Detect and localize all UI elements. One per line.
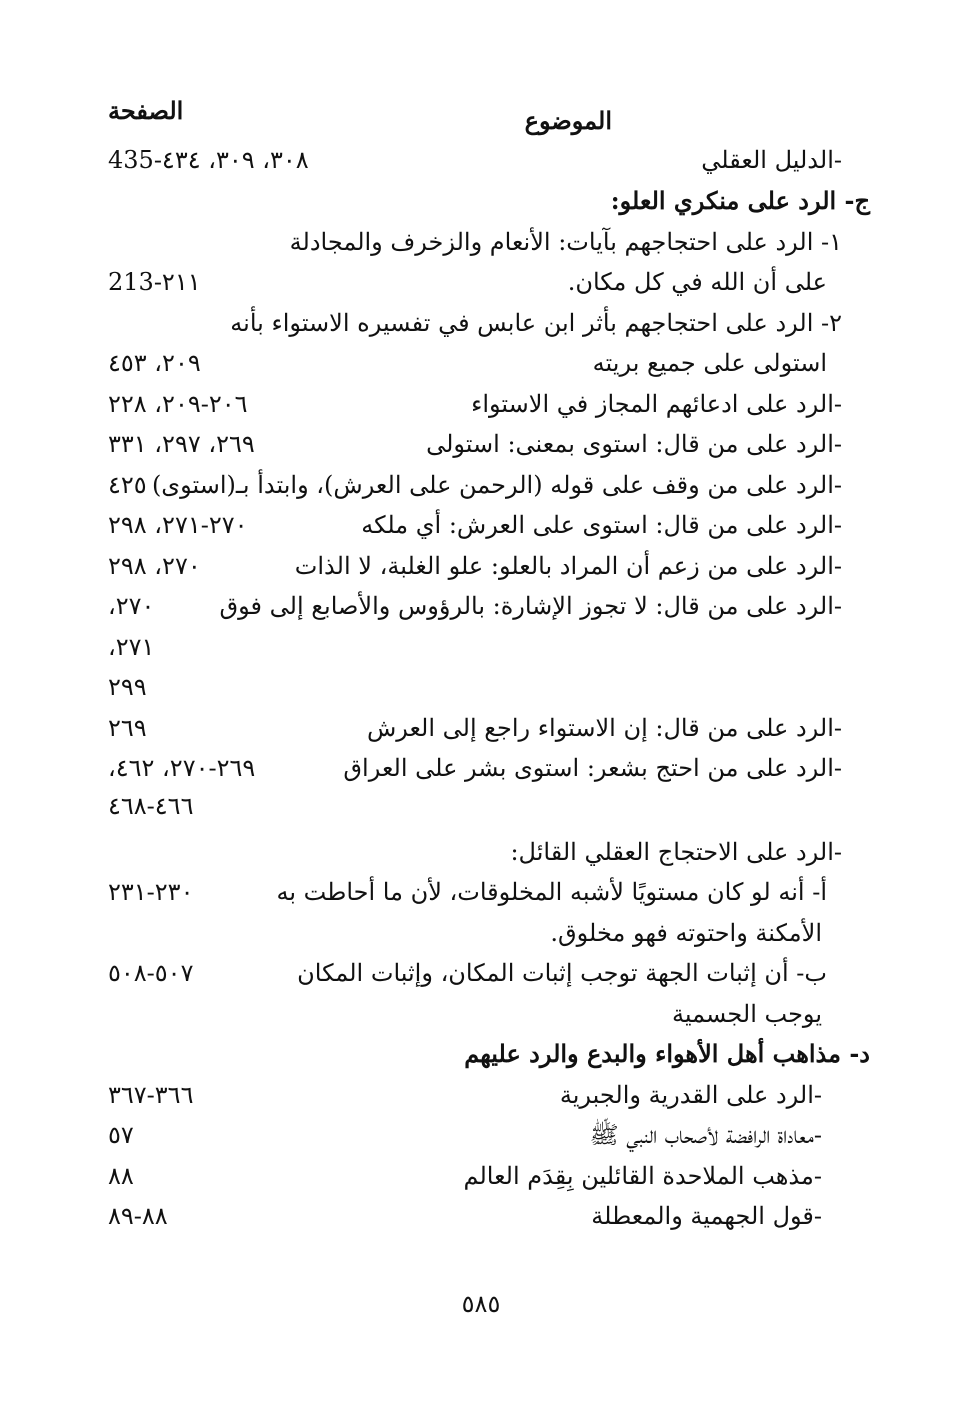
index-pages: ٤٢٥	[108, 471, 147, 499]
page-number: ٥٨٥	[461, 1290, 501, 1318]
index-row	[0, 1075, 962, 1115]
index-topic: -معاداة الرافضة لأصحاب النبي ﷺ	[589, 1121, 822, 1149]
index-row	[0, 262, 962, 302]
index-pages: ٢٩٩	[108, 673, 147, 701]
index-topic: -الرد على ادعائهم المجاز في الاستواء	[471, 390, 842, 418]
index-pages: ٨٨-٨٩	[108, 1202, 168, 1230]
index-row	[0, 140, 962, 180]
index-pages: ٥٧	[108, 1121, 134, 1149]
index-row	[0, 667, 962, 707]
index-topic: استولى على جميع بريته	[592, 349, 827, 377]
index-row	[0, 1034, 962, 1074]
index-topic: أ- أنه لو كان مستويًا لأشبه المخلوقات، لأن ما أحاطت به	[276, 878, 827, 906]
index-topic: -الرد على من زعم أن المراد بالعلو: علو الغلبة، لا الذات	[294, 552, 842, 580]
index-pages: ٤٦٦-٤٦٨	[108, 792, 194, 820]
index-topic: الأمكنة واحتوته فهو مخلوق.	[550, 919, 822, 947]
index-pages: ٢٧٠-٢٧١، ٢٩٨	[108, 511, 248, 539]
index-topic: -قول الجهمية والمعطلة	[591, 1202, 822, 1230]
index-row	[0, 913, 962, 953]
index-topic: -الرد على من قال: استوى على العرش: أي ملكه	[361, 511, 842, 539]
index-pages: ٢٠٩، ٤٥٣	[108, 349, 201, 377]
index-row	[0, 222, 962, 262]
index-topic: ج- الرد على منكري العلو:	[610, 186, 870, 215]
index-row	[0, 708, 962, 748]
index-topic: ١- الرد على احتجاجهم بآيات: الأنعام والزخرف والمجادلة	[289, 228, 842, 256]
index-topic: -الرد على من قال: إن الاستواء راجع إلى العرش	[366, 714, 842, 742]
index-row	[0, 505, 962, 545]
index-topic: -الرد على من قال: لا تجوز الإشارة: بالرؤوس والأصابع إلى فوق	[219, 592, 842, 620]
index-topic: -الرد على القدرية والجبرية	[559, 1081, 822, 1109]
index-pages: ٨٨	[108, 1162, 134, 1190]
index-row	[0, 181, 962, 221]
index-topic: -مذهب الملاحدة القائلين بِقِدَم العالم	[463, 1162, 822, 1190]
index-row	[0, 343, 962, 383]
index-topic: ٢- الرد على احتجاجهم بأثر ابن عابس في تفسيره الاستواء بأنه	[230, 309, 842, 337]
column-header-topic: الموضوع	[524, 106, 612, 135]
index-row	[0, 465, 962, 505]
index-row	[0, 546, 962, 586]
index-row	[0, 832, 962, 872]
index-row	[0, 424, 962, 464]
index-pages: ٢٧٠، ٢٩٨	[108, 552, 201, 580]
index-topic: -الدليل العقلي	[701, 146, 842, 174]
index-topic: -الرد على من وقف على قوله (الرحمن على العرش)، وابتدأ بـ(استوى)	[151, 471, 842, 499]
index-pages: ٢٦٩	[108, 714, 147, 742]
index-pages: ٢٧٠،	[108, 592, 155, 620]
index-topic: -الرد على الاحتجاج العقلي القائل:	[510, 838, 842, 866]
index-pages: ٢٧١،	[108, 633, 155, 661]
index-topic: يوجب الجسمية	[672, 1000, 822, 1028]
index-topic: د- مذاهب أهل الأهواء والبدع والرد عليهم	[464, 1039, 870, 1068]
index-pages: ٣٦٦-٣٦٧	[108, 1081, 194, 1109]
index-row	[0, 786, 962, 826]
index-row	[0, 953, 962, 993]
index-row	[0, 384, 962, 424]
index-row	[0, 303, 962, 343]
index-row	[0, 872, 962, 912]
index-pages: ٥٠٧-٥٠٨	[108, 959, 194, 987]
index-topic: -الرد على من قال: استوى بمعنى: استولى	[426, 430, 842, 458]
index-row	[0, 994, 962, 1034]
index-topic: على أن الله في كل مكان.	[567, 268, 827, 296]
index-row	[0, 1196, 962, 1236]
index-pages: ٣٠٨، ٣٠٩، ٤٣٤-435	[108, 146, 309, 174]
column-header-page: الصفحة	[108, 96, 184, 125]
index-pages: ٢٦٩، ٢٩٧، ٣٣١	[108, 430, 255, 458]
index-row	[0, 1115, 962, 1155]
index-pages: ٢٣٠-٢٣١	[108, 878, 194, 906]
index-row	[0, 1156, 962, 1196]
index-row	[0, 586, 962, 626]
index-row	[0, 627, 962, 667]
index-topic: -الرد على من احتج بشعر: استوى بشر على العراق	[343, 754, 842, 782]
index-row	[0, 748, 962, 788]
index-pages: ٢٦٩-٢٧٠، ٤٦٢،	[108, 754, 256, 782]
index-pages: ٢١١-213	[108, 268, 201, 296]
index-topic: ب- أن إثبات الجهة توجب إثبات المكان، وإثبات المكان	[297, 959, 827, 987]
index-pages: ٢٠٦-٢٠٩، ٢٢٨	[108, 390, 248, 418]
